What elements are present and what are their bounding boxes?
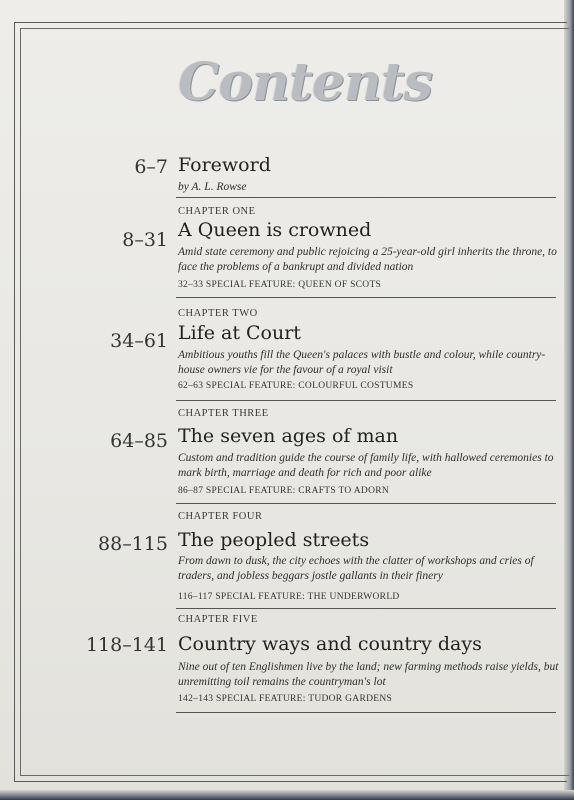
entry-heading: Country ways and country days [178, 633, 482, 655]
entry-description: Ambitious youths fill the Queen's palaces with bustle and colour, while country-house owners vie for the favour of a royal visit [178, 349, 546, 376]
entry-description: Nine out of ten Englishmen live by the land; new farming methods raise yields, but unremitting toil remains the countryman's lot [178, 661, 559, 688]
divider [176, 400, 556, 401]
entry-description: From dawn to dusk, the city echoes with the clatter of workshops and cries of traders, and jobless beggars jostle gallants in their finery [178, 555, 534, 582]
divider [176, 503, 556, 504]
special-feature: 116–117 SPECIAL FEATURE: THE UNDERWORLD [178, 592, 400, 602]
divider [176, 608, 556, 609]
page-range: 6–7 [134, 156, 168, 178]
book-edge-bottom [0, 790, 574, 800]
divider [176, 712, 556, 713]
entry-heading: Foreword [178, 154, 271, 176]
special-feature: 32–33 SPECIAL FEATURE: QUEEN OF SCOTS [178, 280, 382, 290]
entry-byline: by A. L. Rowse [178, 181, 247, 193]
entry-heading: A Queen is crowned [178, 219, 372, 241]
special-feature: 142–143 SPECIAL FEATURE: TUDOR GARDENS [178, 694, 393, 704]
entry-heading: Life at Court [178, 322, 301, 344]
page-range: 88–115 [98, 533, 168, 555]
chapter-label: CHAPTER FIVE [178, 614, 258, 625]
divider [176, 197, 556, 198]
page-range: 8–31 [122, 229, 168, 251]
special-feature: 86–87 SPECIAL FEATURE: CRAFTS TO ADORN [178, 486, 390, 496]
entry-description: Amid state ceremony and public rejoicing a 25-year-old girl inherits the throne, to face the problems of a bankrupt and divided nation [178, 246, 557, 273]
page-range: 64–85 [110, 430, 168, 452]
page-range: 34–61 [110, 330, 168, 352]
divider [176, 297, 556, 298]
chapter-label: CHAPTER TWO [178, 308, 258, 319]
entry-description: Custom and tradition guide the course of family life, with hallowed ceremonies to mark birth, marriage and death for rich and poor alike [178, 452, 554, 479]
page-range: 118–141 [85, 634, 168, 656]
page-title: Contents [178, 52, 433, 113]
chapter-label: CHAPTER FOUR [178, 511, 263, 522]
chapter-label: CHAPTER THREE [178, 408, 269, 419]
entry-heading: The seven ages of man [178, 425, 399, 447]
entry-heading: The peopled streets [178, 529, 370, 551]
special-feature: 62–63 SPECIAL FEATURE: COLOURFUL COSTUMES [178, 381, 414, 391]
chapter-label: CHAPTER ONE [178, 206, 256, 217]
